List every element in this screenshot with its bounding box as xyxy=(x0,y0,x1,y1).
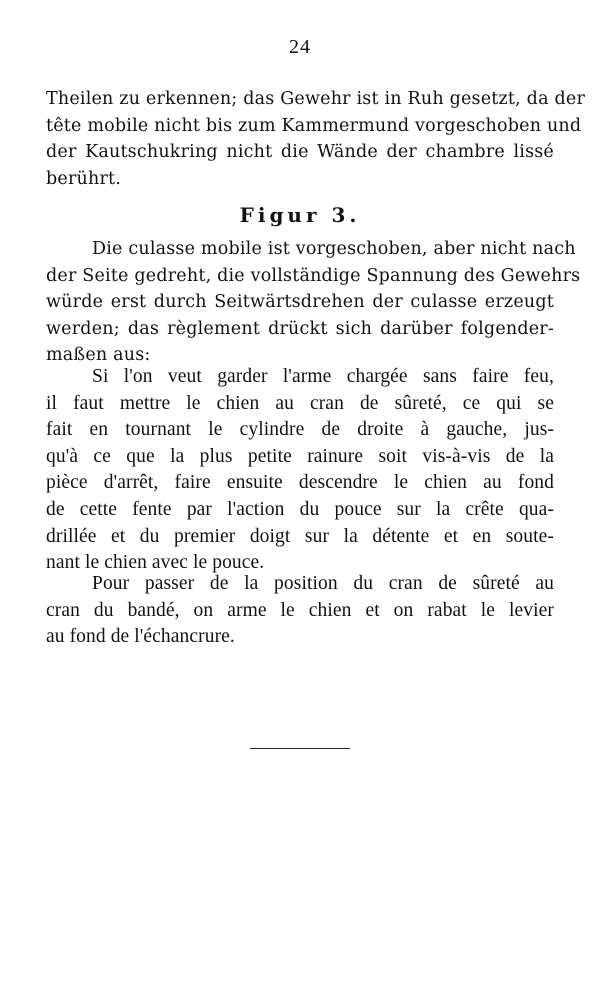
text-line: Theilen zu erkennen; das Gewehr ist in Ruh gesetzt, da der xyxy=(46,89,586,109)
text-line: Pour passer de la position du cran de sûreté au xyxy=(92,573,554,594)
text-line: nant le chien avec le pouce. xyxy=(46,552,265,574)
text-line: pièce d'arrêt, faire ensuite descendre le chien au fond xyxy=(46,472,554,494)
text-line: werden; das règlement drückt sich darüber folgender- xyxy=(46,318,554,339)
text-line: qu'à ce que la plus petite rainure soit vis-à-vis de la xyxy=(46,445,554,467)
section-end-rule xyxy=(250,748,350,749)
text-line: il faut mettre le chien au cran de sûreté, ce qui se xyxy=(46,392,554,414)
page-number: 24 xyxy=(289,36,311,58)
text-line: berührt. xyxy=(46,168,122,189)
text-line: Die culasse mobile ist vorgeschoben, aber nicht nach xyxy=(92,239,576,259)
text-line: Si l'on veut garder l'arme chargée sans faire feu, xyxy=(92,366,554,387)
text-line: tête mobile nicht bis zum Kammermund vorgeschoben und xyxy=(46,115,582,136)
figure3-paragraph xyxy=(46,236,581,369)
quote-paragraph-1 xyxy=(46,364,554,577)
quote-paragraph-2 xyxy=(46,571,554,651)
text-line: würde erst durch Seitwärtsdrehen der culasse erzeugt xyxy=(46,292,554,313)
text-line: au fond de l'échancrure. xyxy=(46,626,235,648)
text-line: fait en tournant le cylindre de droite à gauche, jus- xyxy=(46,419,554,441)
text-line: maßen aus: xyxy=(46,345,151,366)
text-line: cran du bandé, on arme le chien et on rabat le levier xyxy=(46,599,554,621)
text-line: der Seite gedreht, die vollständige Spannung des Gewehrs xyxy=(46,265,581,286)
section-heading: Figur 3. xyxy=(239,203,361,227)
text-line: de cette fente par l'action du pouce sur la crête qua- xyxy=(46,498,554,520)
text-line: der Kautschukring nicht die Wände der chambre lissé xyxy=(46,142,554,163)
continuation-paragraph xyxy=(46,86,586,192)
text-line: drillée et du premier doigt sur la détente et en soute- xyxy=(46,525,554,547)
